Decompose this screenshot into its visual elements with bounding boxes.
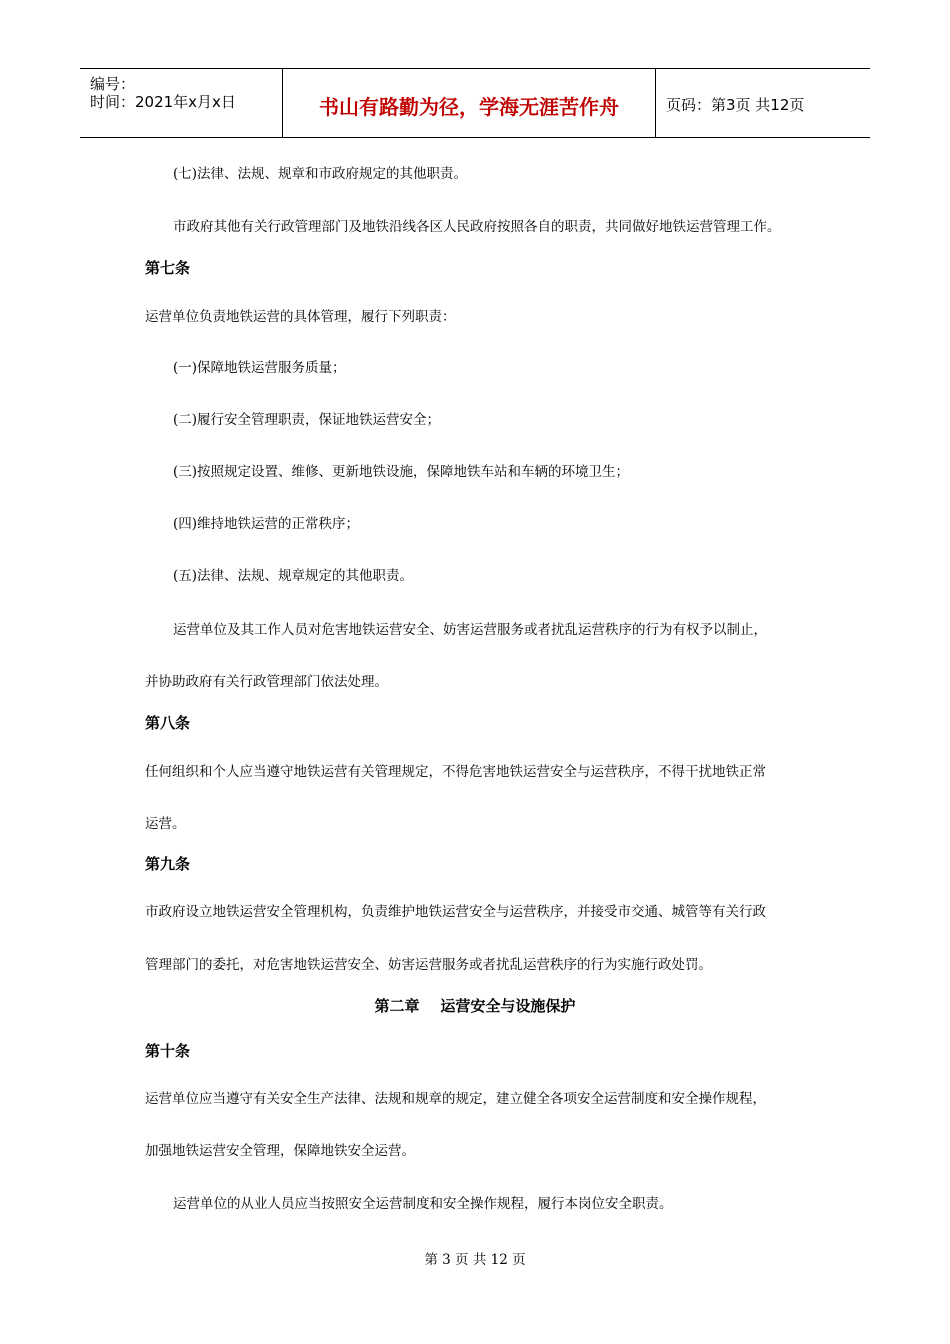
page-footer: 第 3 页 共 12 页 (424, 1252, 526, 1268)
header-page-cell (656, 69, 870, 137)
header-meta-cell (80, 69, 283, 137)
paragraph: (七)法律、法规、规章和市政府规定的其他职责。 (173, 166, 468, 182)
list-item: (一)保障地铁运营服务质量； (173, 360, 346, 376)
paragraph-continuation: 管理部门的委托，对危害地铁运营安全、妨害运营服务或者扰乱运营秩序的行为实施行政处罚。 (145, 957, 712, 973)
paragraph: 任何组织和个人应当遵守地铁运营有关管理规定，不得危害地铁运营安全与运营秩序，不得干扰地铁正常 (145, 764, 766, 780)
paragraph: 运营单位负责地铁运营的具体管理，履行下列职责： (145, 309, 456, 325)
header-page-info: 页码：第3页 共12页 (666, 96, 805, 114)
article-heading: 第八条 (145, 714, 191, 732)
article-heading: 第七条 (145, 259, 191, 277)
page-header (80, 68, 870, 138)
header-motto: 书山有路勤为径，学海无涯苦作舟 (319, 95, 619, 119)
article-heading: 第十条 (145, 1042, 191, 1060)
list-item: (二)履行安全管理职责，保证地铁运营安全； (173, 412, 441, 428)
paragraph: 运营单位应当遵守有关安全生产法律、法规和规章的规定，建立健全各项安全运营制度和安全操作规程， (145, 1091, 766, 1107)
document-number-label: 编号： (90, 75, 136, 93)
paragraph: 市政府其他有关行政管理部门及地铁沿线各区人民政府按照各自的职责，共同做好地铁运营管理工作。 (173, 219, 781, 235)
list-item: (四)维持地铁运营的正常秩序； (173, 516, 360, 532)
paragraph-continuation: 运营。 (145, 816, 186, 832)
document-time-label: 时间：2021年x月x日 (90, 93, 236, 111)
paragraph: 运营单位及其工作人员对危害地铁运营安全、妨害运营服务或者扰乱运营秩序的行为有权予以制止， (173, 622, 767, 638)
paragraph-continuation: 加强地铁运营安全管理，保障地铁安全运营。 (145, 1143, 415, 1159)
chapter-heading: 第二章 运营安全与设施保护 (374, 997, 576, 1015)
paragraph-continuation: 并协助政府有关行政管理部门依法处理。 (145, 674, 388, 690)
paragraph: 市政府设立地铁运营安全管理机构，负责维护地铁运营安全与运营秩序，并接受市交通、城管等有关行政 (145, 904, 766, 920)
paragraph: 运营单位的从业人员应当按照安全运营制度和安全操作规程，履行本岗位安全职责。 (173, 1196, 673, 1212)
header-motto-cell (283, 69, 656, 137)
list-item: (五)法律、法规、规章规定的其他职责。 (173, 568, 414, 584)
article-heading: 第九条 (145, 855, 191, 873)
list-item: (三)按照规定设置、维修、更新地铁设施，保障地铁车站和车辆的环境卫生； (173, 464, 630, 480)
